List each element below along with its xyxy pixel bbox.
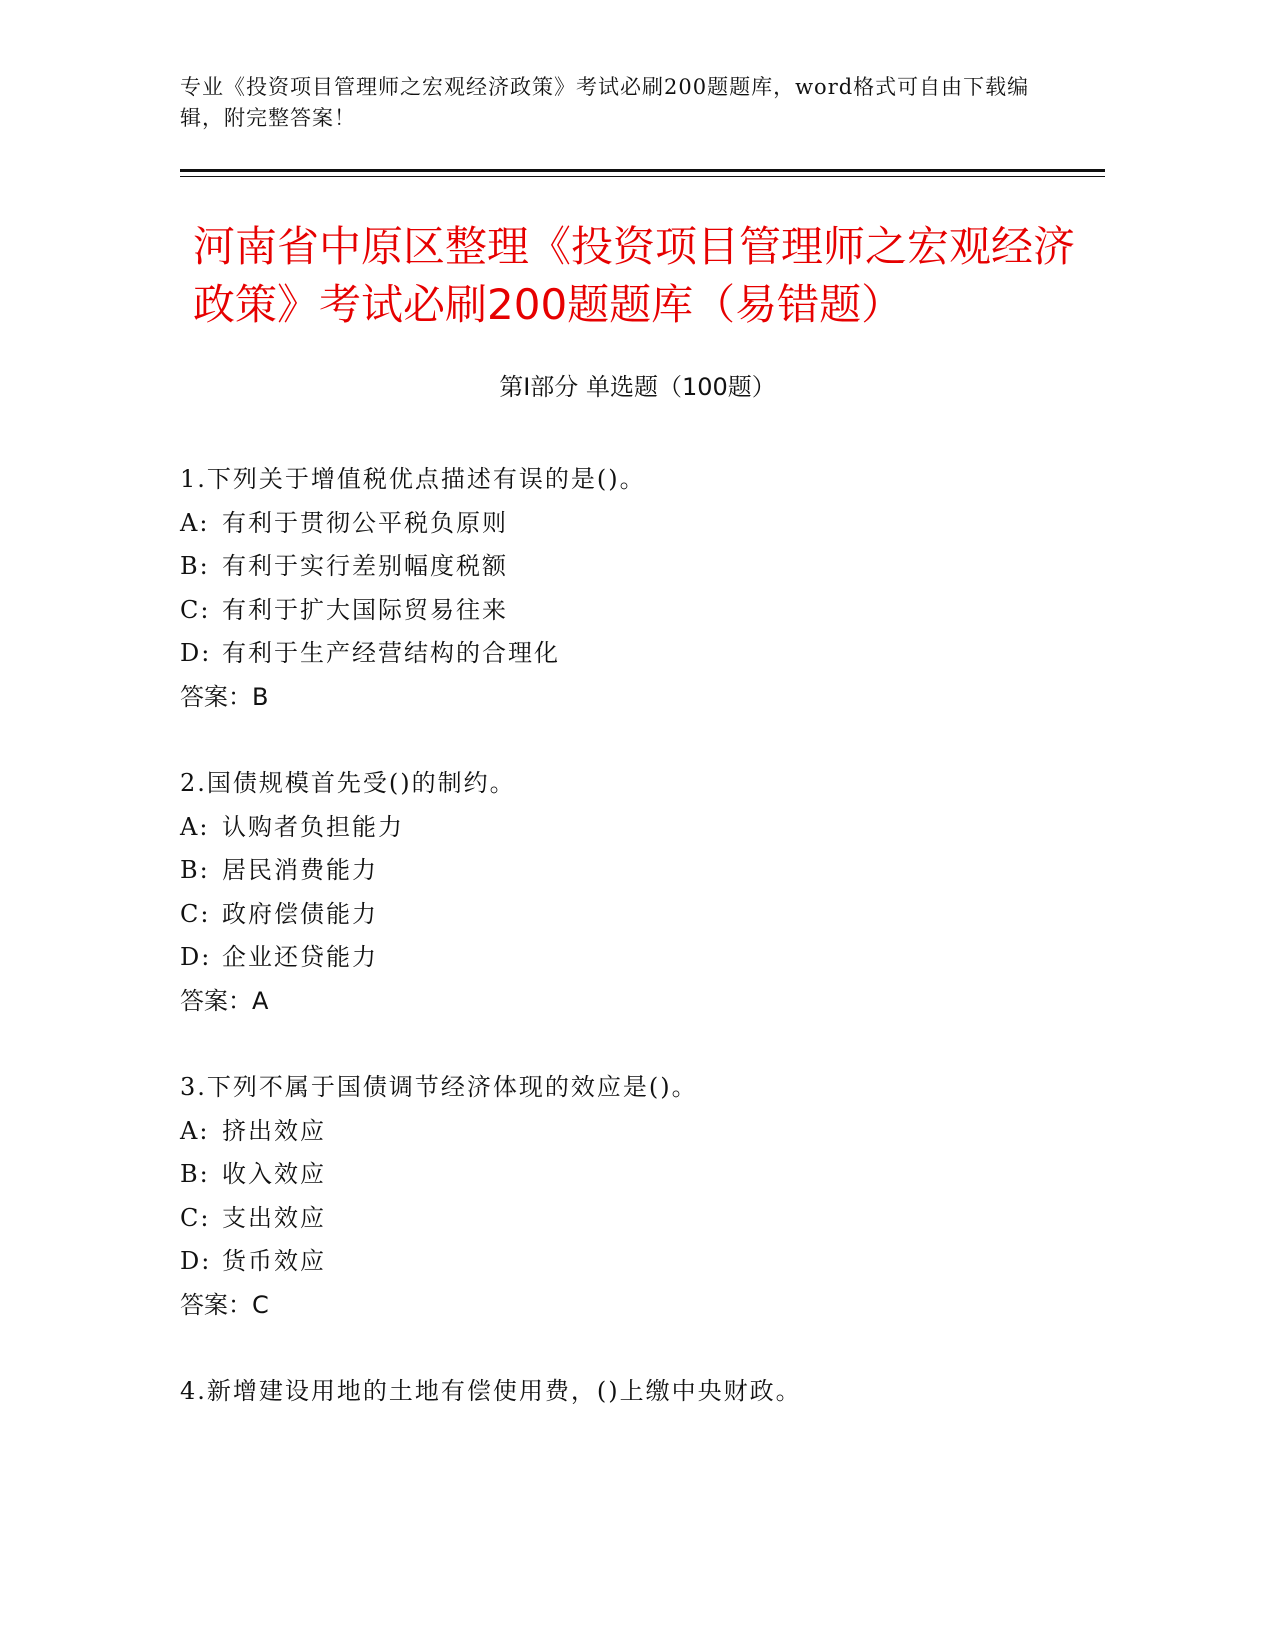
question-stem: 3.下列不属于国债调节经济体现的效应是()。 (180, 1073, 698, 1101)
answer-line (180, 676, 1120, 720)
question-list (180, 458, 1120, 1457)
question-option (180, 849, 1120, 893)
option-text: 政府偿债能力 (222, 899, 378, 928)
answer-line (180, 1284, 1120, 1328)
option-text: 挤出效应 (222, 1116, 326, 1145)
option-text: 货币效应 (222, 1247, 326, 1275)
question-option (180, 1240, 1120, 1284)
answer-label: 答案： (180, 986, 252, 1015)
document-title: 河南省中原区整理《投资项目管理师之宏观经济政策》考试必刷200题题库（易错题） (193, 222, 1076, 329)
option-letter: A: (180, 508, 210, 537)
question-item (180, 1066, 1120, 1327)
question-option (180, 545, 1120, 589)
option-letter: B: (180, 856, 210, 884)
option-letter: A: (180, 812, 210, 841)
question-option (180, 1197, 1120, 1241)
answer-value: B (252, 682, 269, 711)
question-option (180, 632, 1120, 676)
question-item (180, 1370, 1120, 1414)
header-divider-thin (180, 176, 1105, 177)
option-letter: D: (180, 1247, 212, 1275)
answer-value: C (252, 1290, 269, 1319)
option-text: 收入效应 (222, 1160, 326, 1188)
question-option (180, 589, 1120, 633)
option-letter: C: (180, 899, 211, 928)
answer-value: A (252, 986, 269, 1015)
option-letter: B: (180, 1160, 210, 1188)
question-stem: 4.新增建设用地的土地有偿使用费，()上缴中央财政。 (180, 1377, 802, 1405)
question-option (180, 893, 1120, 937)
question-option (180, 806, 1120, 850)
option-text: 有利于生产经营结构的合理化 (222, 639, 560, 667)
answer-label: 答案： (180, 1290, 252, 1319)
question-option (180, 502, 1120, 546)
question-stem: 1.下列关于增值税优点描述有误的是()。 (180, 465, 646, 493)
header-note: 专业《投资项目管理师之宏观经济政策》考试必刷200题题库，word格式可自由下载编辑，附完整答案！ (180, 75, 1030, 130)
question-option (180, 1110, 1120, 1154)
section-heading: 第Ⅰ部分 单选题（100题） (499, 373, 776, 401)
option-text: 企业还贷能力 (222, 943, 378, 971)
option-letter: C: (180, 1203, 211, 1232)
question-stem: 2.国债规模首先受()的制约。 (180, 769, 516, 797)
question-item (180, 762, 1120, 1023)
question-item (180, 458, 1120, 719)
option-text: 有利于贯彻公平税负原则 (222, 508, 508, 537)
option-letter: A: (180, 1116, 210, 1145)
option-letter: C: (180, 595, 211, 624)
answer-label: 答案： (180, 682, 252, 711)
question-option (180, 1153, 1120, 1197)
question-option (180, 936, 1120, 980)
option-letter: D: (180, 639, 212, 667)
answer-line (180, 980, 1120, 1024)
header-divider-thick (180, 169, 1105, 172)
option-text: 有利于扩大国际贸易往来 (222, 595, 508, 624)
option-text: 支出效应 (222, 1203, 326, 1232)
option-letter: B: (180, 552, 210, 580)
option-text: 居民消费能力 (222, 856, 378, 884)
option-text: 认购者负担能力 (222, 812, 404, 841)
option-letter: D: (180, 943, 212, 971)
option-text: 有利于实行差别幅度税额 (222, 552, 508, 580)
